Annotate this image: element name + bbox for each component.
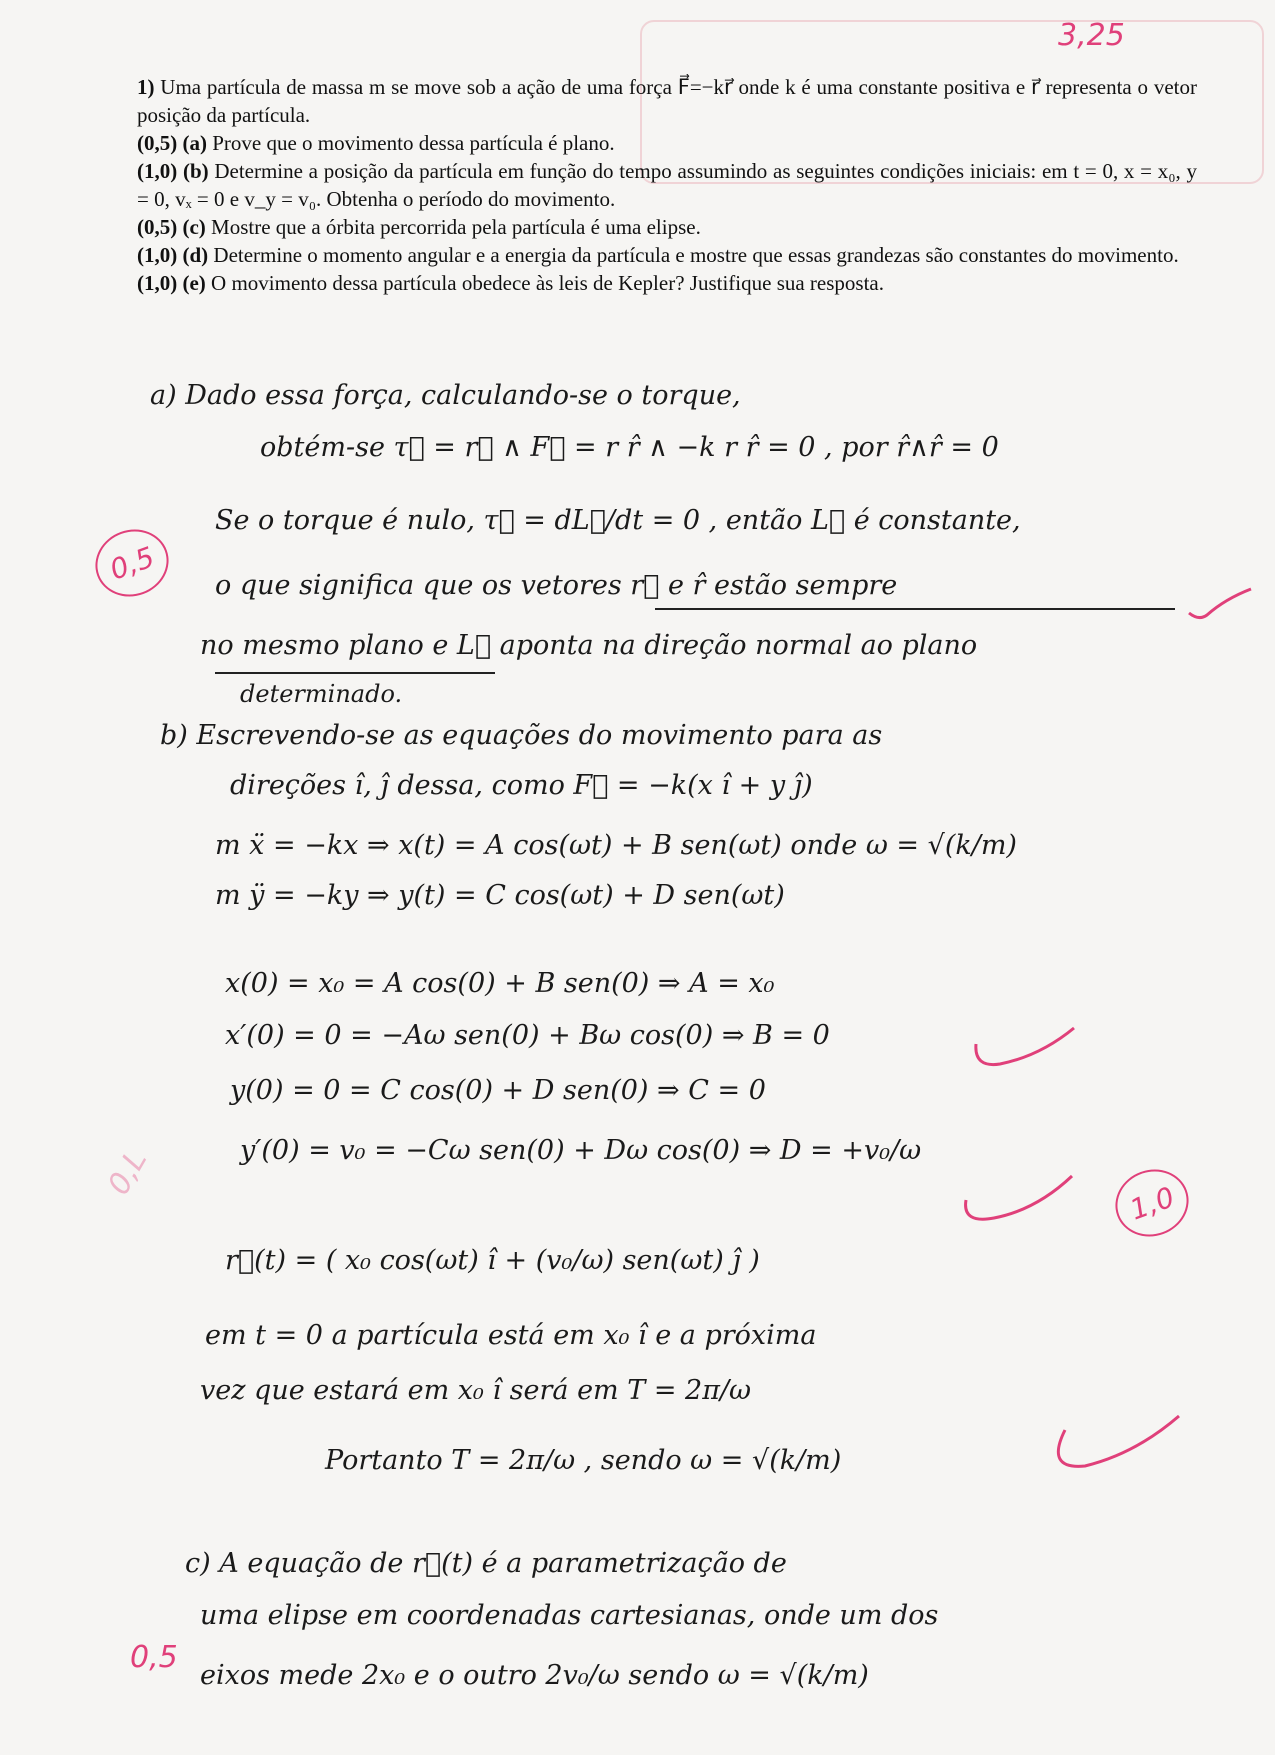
answer-a-line-6: determinado. xyxy=(240,680,403,708)
answer-a-line-3: Se o torque é nulo, τ⃗ = dL⃗/dt = 0 , então L⃗ é constante, xyxy=(215,505,1021,536)
score-b-circle: 1,0 xyxy=(1106,1159,1198,1246)
score-c: 0,5 xyxy=(130,1640,178,1675)
answer-b-line-11: vez que estará em x₀ î será em T = 2π/ω xyxy=(200,1375,752,1406)
item-b-points: (1,0) (b) xyxy=(137,159,209,183)
answer-b-line-2: direções î, ĵ dessa, como F⃗ = −k(x î + y ĵ) xyxy=(230,770,813,801)
check-mark-b1 xyxy=(970,1020,1080,1080)
item-d xyxy=(137,241,1197,269)
answer-b-line-7: y(0) = 0 = C cos(0) + D sen(0) ⇒ C = 0 xyxy=(230,1075,766,1106)
answer-b-line-1: b) Escrevendo-se as equações do movimento para as xyxy=(160,720,883,751)
answer-b-line-9: r⃗(t) = ( x₀ cos(ωt) î + (v₀/ω) sen(ωt) ĵ ) xyxy=(225,1245,760,1276)
answer-b-line-5: x(0) = x₀ = A cos(0) + B sen(0) ⇒ A = x₀ xyxy=(225,968,775,999)
problem-number: 1) xyxy=(137,75,155,99)
answer-c-line-1: c) A equação de r⃗(t) é a parametrização de xyxy=(185,1548,787,1579)
check-mark-b2 xyxy=(960,1170,1080,1230)
underline-a-2 xyxy=(215,672,495,674)
item-c xyxy=(137,213,1197,241)
item-a-points: (0,5) (a) xyxy=(137,131,207,155)
underline-a-1 xyxy=(655,608,1175,610)
check-mark-b3 xyxy=(1045,1410,1185,1480)
item-e-points: (1,0) (e) xyxy=(137,271,206,295)
answer-c-line-3: eixos mede 2x₀ e o outro 2v₀/ω sendo ω = √(k/m) xyxy=(200,1660,869,1691)
answer-b-line-10: em t = 0 a partícula está em x₀ î e a próxima xyxy=(205,1320,817,1351)
item-c-points: (0,5) (c) xyxy=(137,215,206,239)
answer-b-line-6: x′(0) = 0 = −Aω sen(0) + Bω cos(0) ⇒ B = 0 xyxy=(225,1020,830,1051)
item-d-points: (1,0) (d) xyxy=(137,243,209,267)
answer-b-line-4: m ÿ = −ky ⇒ y(t) = C cos(ωt) + D sen(ωt) xyxy=(215,880,785,911)
problem-statement xyxy=(137,73,1197,297)
item-d-text: Determine o momento angular e a energia da partícula e mostre que essas grandezas são constantes do movimento. xyxy=(208,243,1179,267)
check-mark-a xyxy=(1185,585,1255,625)
item-c-text: Mostre que a órbita percorrida pela partícula é uma elipse. xyxy=(205,215,701,239)
item-b xyxy=(137,157,1197,213)
answer-a-line-2: obtém-se τ⃗ = r⃗ ∧ F⃗ = r r̂ ∧ −k r r̂ = 0 , por r̂∧r̂ = 0 xyxy=(260,432,999,463)
answer-b-line-3: m ẍ = −kx ⇒ x(t) = A cos(ωt) + B sen(ωt) onde ω = √(k/m) xyxy=(215,830,1017,861)
item-a xyxy=(137,129,1197,157)
item-e-text: O movimento dessa partícula obedece às leis de Kepler? Justifique sua resposta. xyxy=(205,271,885,295)
answer-c-line-2: uma elipse em coordenadas cartesianas, onde um dos xyxy=(200,1600,939,1631)
item-e xyxy=(137,269,1197,297)
faded-score-mark: 0,L xyxy=(101,1144,155,1201)
answer-b-line-12: Portanto T = 2π/ω , sendo ω = √(k/m) xyxy=(325,1445,842,1476)
item-a-text: Prove que o movimento dessa partícula é plano. xyxy=(206,131,615,155)
item-b-text: Determine a posição da partícula em função do tempo assumindo as seguintes condições iniciais: em t = 0, x = x₀, y = 0, vₓ = 0 e v_y = v₀. Obtenha o período do movimento. xyxy=(137,159,1197,211)
score-a-circle: 0,5 xyxy=(86,519,178,606)
total-grade: 3,25 xyxy=(1058,18,1125,53)
answer-a-line-4: o que significa que os vetores r⃗ e r̂ estão sempre xyxy=(215,570,898,601)
answer-a-line-1: a) Dado essa força, calculando-se o torque, xyxy=(150,380,741,411)
problem-intro-text: Uma partícula de massa m se move sob a ação de uma força F⃗=−kr⃗ onde k é uma constante positiva e r⃗ representa o vetor posição da partícula. xyxy=(137,75,1197,127)
answer-a-line-5: no mesmo plano e L⃗ aponta na direção normal ao plano xyxy=(200,630,978,661)
answer-b-line-8: y′(0) = v₀ = −Cω sen(0) + Dω cos(0) ⇒ D = +v₀/ω xyxy=(240,1135,922,1166)
problem-intro xyxy=(137,73,1197,129)
